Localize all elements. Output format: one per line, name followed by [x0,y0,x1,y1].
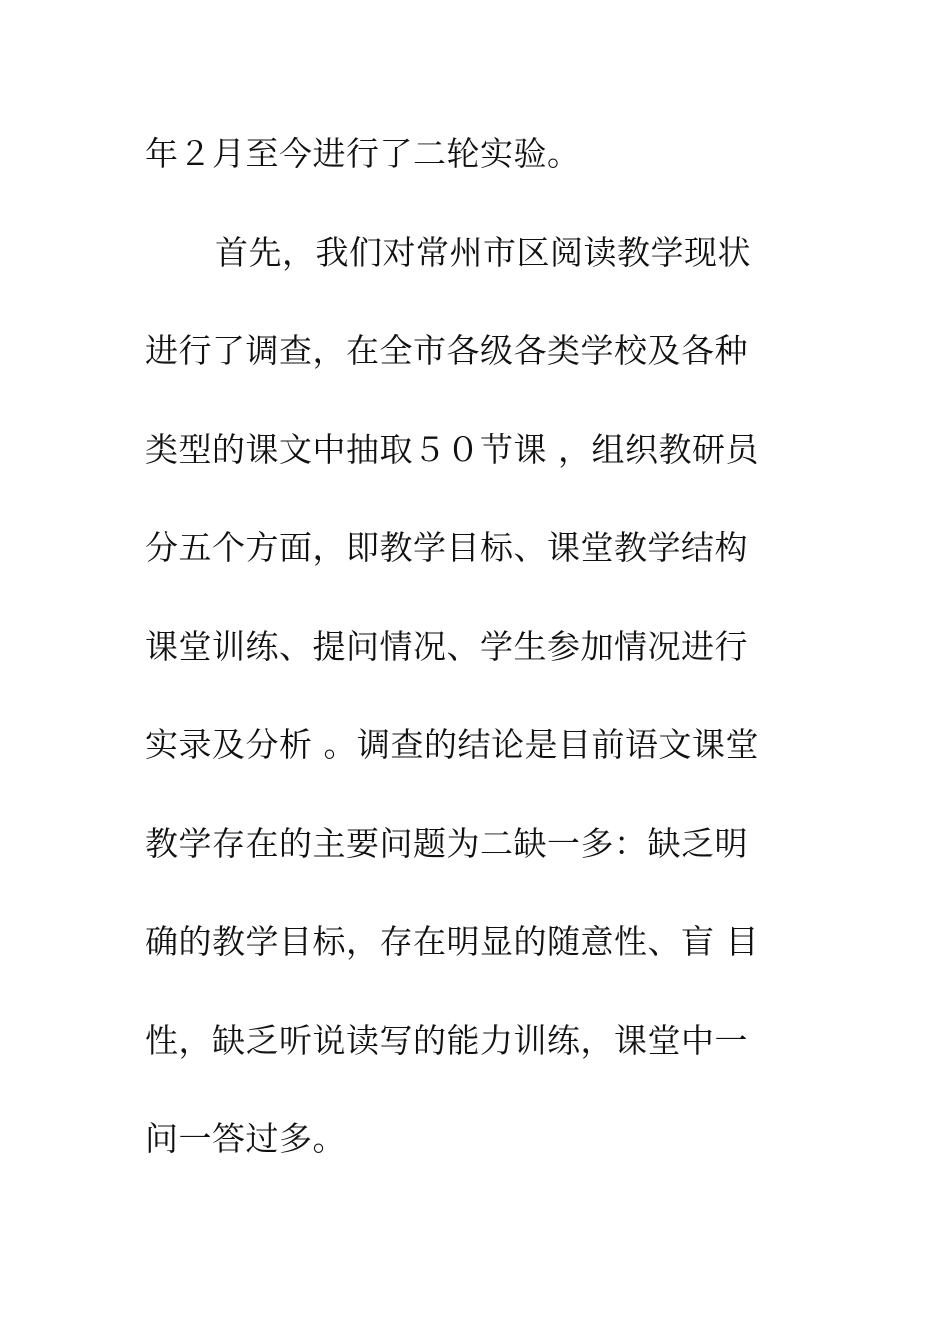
text-line-4: 类型的课文中抽取５０节课 ，组织教研员 [145,429,759,469]
text-line-5: 分五个方面，即教学目标、课堂教学结构 [145,528,748,567]
text-line-7: 实录及分析 。调查的结论是目前语文课堂 [145,725,759,764]
body-text [145,127,810,1211]
text-line-3: 进行了调查，在全市各级各类学校及各种 [145,331,748,370]
text-line-1: 年２月至今进行了二轮实验。 [145,134,581,173]
text-line-9: 确的教学目标，存在明显的随意性、盲 目 [145,922,759,961]
text-line-11: 问一答过多。 [145,1119,346,1158]
text-line-6: 课堂训练、提问情况、学生参加情况进行 [145,626,748,666]
text-line-10: 性，缺乏听说读写的能力训练，课堂中一 [145,1020,748,1060]
text-line-2-paragraph-start: 首先，我们对常州市区阅读教学现状 [215,232,751,272]
text-line-8: 教学存在的主要问题为二缺一多：缺乏明 [145,823,748,863]
